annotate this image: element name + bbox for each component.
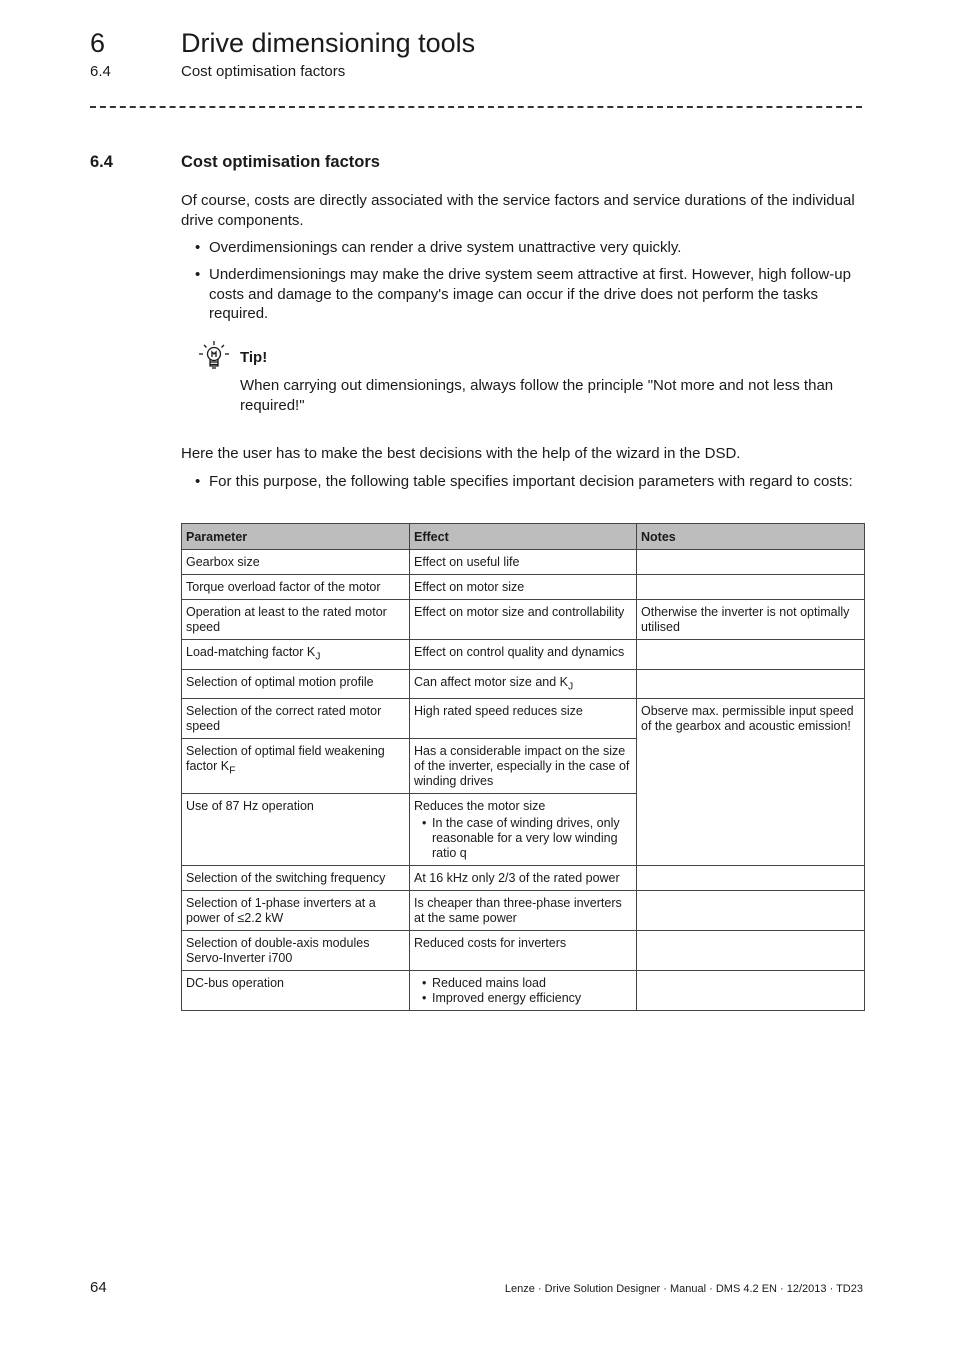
effect-bullet-list [414, 976, 632, 1006]
effect-cell: At 16 kHz only 2/3 of the rated power [410, 866, 637, 891]
parameter-cell: Selection of 1-phase inverters at a power of ≤2.2 kW [182, 891, 410, 931]
effect-cell: Effect on useful life [410, 550, 637, 575]
bullet-item [195, 265, 865, 324]
notes-cell [637, 891, 865, 931]
subscript: J [568, 681, 574, 692]
effect-cell: High rated speed reduces size [410, 699, 637, 739]
section-title: Cost optimisation factors [181, 153, 380, 171]
effect-cell [410, 971, 637, 1011]
footer-info: Lenze · Drive Solution Designer · Manual · DMS 4.2 EN · 12/2013 · TD23 [504, 1283, 863, 1295]
notes-cell [637, 575, 865, 600]
bullet-text: For this purpose, the following table specifies important decision parameters with regard to costs: [209, 473, 853, 490]
lightbulb-icon [197, 340, 231, 374]
parameter-cell [182, 739, 410, 794]
running-section-number: 6.4 [90, 63, 111, 80]
effect-bullet-list [414, 816, 632, 861]
chapter-number: 6 [90, 28, 106, 58]
bullet-dot: • [195, 239, 201, 256]
table-row [182, 640, 865, 670]
parameter-cell [182, 640, 410, 670]
header-divider [90, 106, 862, 108]
bullet-text: Underdimensionings may make the drive system seem attractive at first. However, high follow-up costs and damage to the company's image can occur if the drive does not perform the tasks required. [209, 266, 851, 322]
effect-text: Reduces the motor size [414, 799, 546, 813]
column-header-notes: Notes [637, 524, 865, 550]
parameter-cell: Selection of double-axis modules Servo-Inverter i700 [182, 931, 410, 971]
cost-parameters-table [181, 523, 865, 1011]
notes-cell [637, 640, 865, 670]
parameter-text: Load-matching factor K [186, 645, 316, 659]
notes-cell [637, 669, 865, 699]
parameter-cell: Selection of optimal motion profile [182, 669, 410, 699]
effect-cell [410, 794, 637, 866]
bullet-dot: • [195, 266, 201, 283]
table-row [182, 891, 865, 931]
notes-cell [637, 550, 865, 575]
column-header-parameter: Parameter [182, 524, 410, 550]
subscript: J [315, 651, 321, 663]
table-row [182, 550, 865, 575]
table-row [182, 971, 865, 1011]
subscript: F [229, 765, 236, 777]
bullet-item [195, 472, 865, 492]
effect-text: Can affect motor size and K [414, 674, 569, 689]
bullet-item [195, 238, 865, 258]
notes-cell [637, 971, 865, 1011]
parameter-cell: Selection of the switching frequency [182, 866, 410, 891]
running-section-title: Cost optimisation factors [181, 63, 346, 80]
body-paragraph: Here the user has to make the best decisions with the help of the wizard in the DSD. [181, 445, 741, 462]
effect-cell: Has a considerable impact on the size of the inverter, especially in the case of winding drives [410, 739, 637, 794]
table-row [182, 575, 865, 600]
table-row [182, 669, 865, 699]
table-header-row [182, 524, 865, 550]
parameter-cell: Use of 87 Hz operation [182, 794, 410, 866]
effect-cell [410, 669, 637, 699]
effect-cell: Effect on motor size and controllability [410, 600, 637, 640]
tip-text: When carrying out dimensionings, always follow the principle "Not more and not less than required!" [240, 377, 834, 414]
tip-title: Tip! [240, 349, 268, 366]
list-item: • In the case of winding drives, only reasonable for a very low winding ratio q [422, 816, 632, 861]
notes-cell [637, 866, 865, 891]
parameter-cell: Selection of the correct rated motor speed [182, 699, 410, 739]
effect-cell: Effect on motor size [410, 575, 637, 600]
bullet-text: Overdimensionings can render a drive system unattractive very quickly. [209, 239, 682, 256]
notes-cell: Otherwise the inverter is not optimally utilised [637, 600, 865, 640]
chapter-title: Drive dimensioning tools [181, 28, 476, 58]
section-number: 6.4 [90, 153, 113, 171]
effect-cell: Reduced costs for inverters [410, 931, 637, 971]
list-item: • Improved energy efficiency [422, 991, 632, 1006]
table-row [182, 866, 865, 891]
effect-cell: Effect on control quality and dynamics [410, 640, 637, 670]
table-row [182, 600, 865, 640]
parameter-cell: Operation at least to the rated motor speed [182, 600, 410, 640]
intro-paragraph: Of course, costs are directly associated with the service factors and service durations of the individual drive components. [181, 192, 855, 229]
parameter-cell: Gearbox size [182, 550, 410, 575]
notes-cell: Observe max. permissible input speed of the gearbox and acoustic emission! [637, 699, 865, 866]
page-number: 64 [90, 1279, 107, 1296]
list-item: • Reduced mains load [422, 976, 632, 991]
effect-cell: Is cheaper than three-phase inverters at the same power [410, 891, 637, 931]
parameter-cell: Torque overload factor of the motor [182, 575, 410, 600]
notes-cell [637, 931, 865, 971]
parameter-text: Selection of optimal field weakening factor K [186, 744, 385, 773]
parameter-cell: DC-bus operation [182, 971, 410, 1011]
bullet-dot: • [195, 473, 201, 490]
table-row [182, 699, 865, 739]
column-header-effect: Effect [410, 524, 637, 550]
table-row [182, 931, 865, 971]
